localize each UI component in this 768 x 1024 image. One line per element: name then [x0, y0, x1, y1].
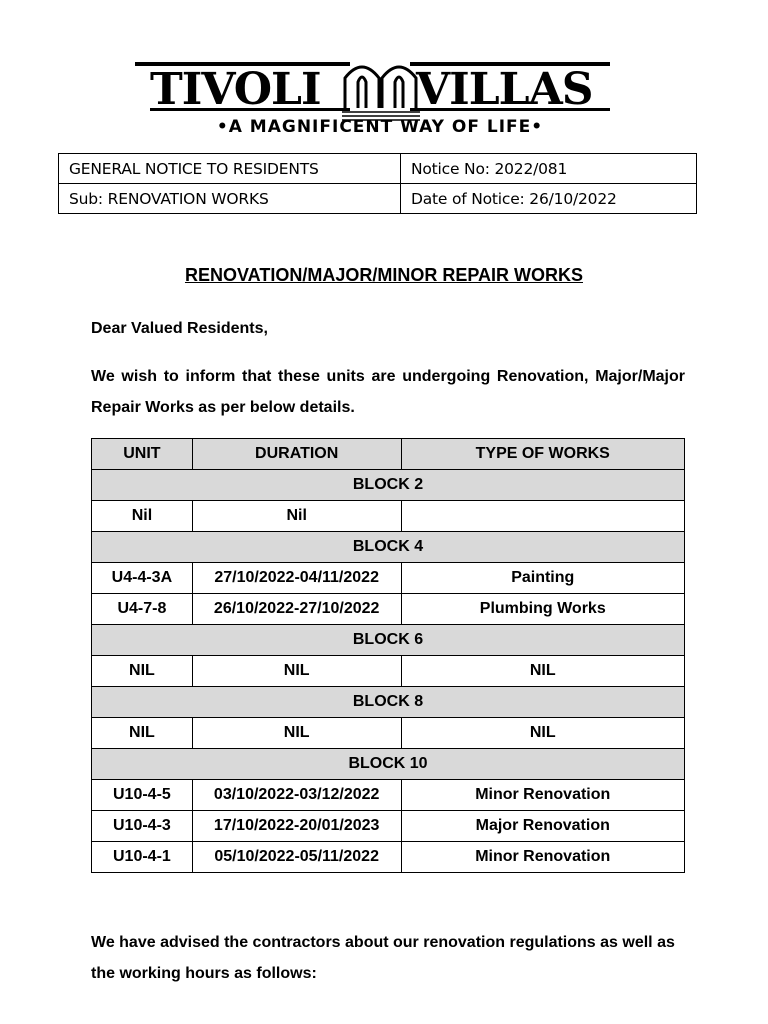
block-label: BLOCK 10: [92, 749, 685, 780]
block-row: [92, 625, 685, 656]
cell-type-of-works: Minor Renovation: [401, 842, 685, 873]
cell-unit: U10-4-5: [92, 780, 193, 811]
block-row: [92, 749, 685, 780]
tivoli-villas-logo: [130, 52, 630, 140]
cell-duration: 03/10/2022-03/12/2022: [192, 780, 401, 811]
cell-unit: U4-7-8: [92, 594, 193, 625]
closing-paragraph: We have advised the contractors about our renovation regulations as well as the working hours as follows:: [91, 934, 675, 982]
header-row: [59, 184, 697, 214]
salutation: Dear Valued Residents,: [91, 320, 268, 337]
cell-type-of-works: NIL: [401, 718, 685, 749]
block-label: BLOCK 6: [92, 625, 685, 656]
cell-duration: 27/10/2022-04/11/2022: [192, 563, 401, 594]
table-row: [92, 842, 685, 873]
cell-duration: 17/10/2022-20/01/2023: [192, 811, 401, 842]
document-title: RENOVATION/MAJOR/MINOR REPAIR WORKS: [184, 265, 583, 285]
cell-duration: 05/10/2022-05/11/2022: [192, 842, 401, 873]
cell-unit: Nil: [92, 501, 193, 532]
notice-number: Notice No: 2022/081: [401, 154, 697, 184]
block-row: [92, 687, 685, 718]
table-row: [92, 501, 685, 532]
block-row: [92, 532, 685, 563]
cell-duration: NIL: [192, 718, 401, 749]
block-label: BLOCK 4: [92, 532, 685, 563]
logo-tagline: •A MAGNIFICENT WAY OF LIFE•: [216, 117, 544, 137]
block-label: BLOCK 8: [92, 687, 685, 718]
cell-duration: Nil: [192, 501, 401, 532]
table-row: [92, 718, 685, 749]
column-header-duration: DURATION: [192, 439, 401, 470]
cell-unit: U10-4-1: [92, 842, 193, 873]
notice-header-table: [58, 153, 697, 214]
notice-subject: Sub: RENOVATION WORKS: [59, 184, 401, 214]
notice-type: GENERAL NOTICE TO RESIDENTS: [59, 154, 401, 184]
table-row: [92, 656, 685, 687]
block-label: BLOCK 2: [92, 470, 685, 501]
cell-unit: NIL: [92, 656, 193, 687]
cell-duration: NIL: [192, 656, 401, 687]
cell-type-of-works: [401, 501, 685, 532]
cell-type-of-works: Plumbing Works: [401, 594, 685, 625]
cell-type-of-works: Major Renovation: [401, 811, 685, 842]
header-row: [59, 154, 697, 184]
column-header-type-of-works: TYPE OF WORKS: [401, 439, 685, 470]
cell-duration: 26/10/2022-27/10/2022: [192, 594, 401, 625]
cell-unit: U10-4-3: [92, 811, 193, 842]
svg-text:TIVOLI: TIVOLI: [150, 64, 321, 115]
table-row: [92, 594, 685, 625]
intro-paragraph: We wish to inform that these units are undergoing Renovation, Major/Major Repair Works as per below details.: [91, 368, 685, 416]
block-row: [92, 470, 685, 501]
cell-type-of-works: Painting: [401, 563, 685, 594]
svg-text:VILLAS: VILLAS: [416, 64, 593, 115]
notice-date: Date of Notice: 26/10/2022: [401, 184, 697, 214]
cell-type-of-works: Minor Renovation: [401, 780, 685, 811]
table-row: [92, 780, 685, 811]
table-row: [92, 811, 685, 842]
cell-unit: NIL: [92, 718, 193, 749]
renovation-works-table: [91, 438, 685, 873]
cell-unit: U4-4-3A: [92, 563, 193, 594]
column-header-unit: UNIT: [92, 439, 193, 470]
table-header-row: [92, 439, 685, 470]
cell-type-of-works: NIL: [401, 656, 685, 687]
table-row: [92, 563, 685, 594]
